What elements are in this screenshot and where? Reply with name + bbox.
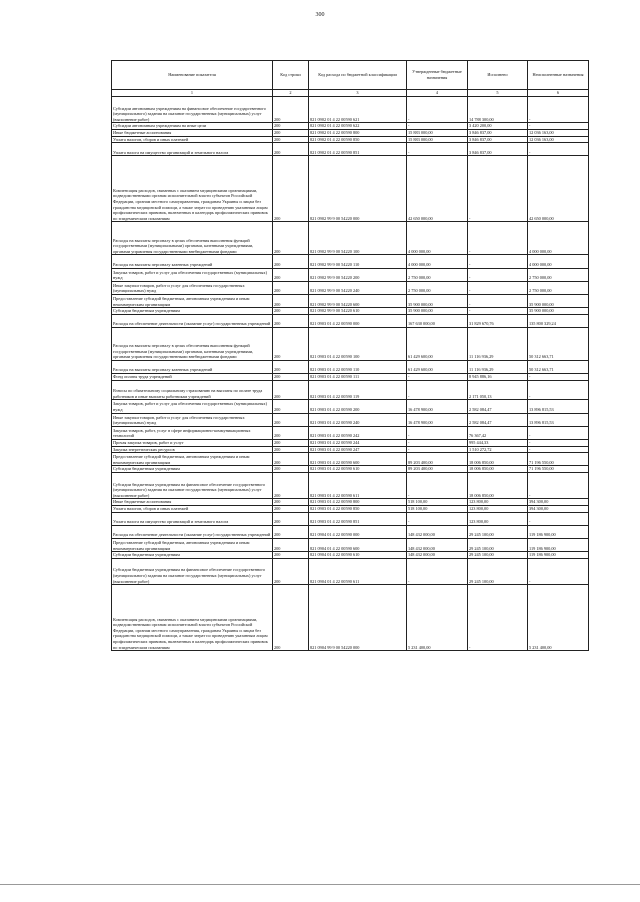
row-unexecuted-cell: -: [528, 143, 589, 156]
row-line-code-cell: 200: [273, 255, 309, 268]
row-approved-cell: 16 478 900,00: [407, 413, 468, 426]
row-classification-code-cell: 821 0902 99 9 00 54220 100: [309, 222, 407, 255]
row-name-cell: Взносы по обязательному социальному страхованию на выплаты по оплате труда работников и иные выплаты работникам учреждений: [112, 380, 273, 400]
row-line-code-cell: 200: [273, 505, 309, 512]
row-line-code-cell: 200: [273, 314, 309, 327]
row-executed-cell: -: [468, 268, 528, 281]
row-unexecuted-cell: 13 896 815,53: [528, 400, 589, 413]
table-row: [112, 426, 589, 439]
row-line-code-cell: 200: [273, 143, 309, 156]
row-line-code-cell: 200: [273, 222, 309, 255]
row-line-code-cell: 200: [273, 426, 309, 439]
row-executed-cell: 14 788 300,00: [468, 97, 528, 123]
table-row: [112, 156, 589, 222]
row-executed-cell: 18 006 850,00: [468, 473, 528, 499]
table-row: [112, 294, 589, 307]
row-executed-cell: 1 510 272,72: [468, 446, 528, 453]
row-classification-code-cell: 821 0903 01 4 22 00590 000: [309, 314, 407, 327]
row-executed-cell: 3 846 837,00: [468, 129, 528, 136]
row-name-cell: Субсидии бюджетным учреждениям: [112, 552, 273, 559]
row-executed-cell: -: [468, 585, 528, 651]
row-executed-cell: 3 846 837,00: [468, 143, 528, 156]
row-name-cell: Иные закупки товаров, работ и услуг для обеспечения государственных (муниципальных) нужд: [112, 281, 273, 294]
row-approved-cell: 89 203 400,00: [407, 466, 468, 473]
row-line-code-cell: 200: [273, 268, 309, 281]
row-executed-cell: 29 245 100,00: [468, 538, 528, 551]
row-approved-cell: -: [407, 473, 468, 499]
table-row: [112, 446, 589, 453]
row-name-cell: Субсидии бюджетным учреждениям: [112, 466, 273, 473]
table-row: [112, 525, 589, 538]
row-name-cell: Уплата налогов, сборов и иных платежей: [112, 505, 273, 512]
row-line-code-cell: 200: [273, 440, 309, 447]
table-row: [112, 499, 589, 506]
table-row: [112, 473, 589, 499]
row-unexecuted-cell: 5 231 400,00: [528, 585, 589, 651]
row-executed-cell: 18 006 850,00: [468, 453, 528, 466]
row-executed-cell: 123 800,00: [468, 499, 528, 506]
row-line-code-cell: 200: [273, 525, 309, 538]
row-line-code-cell: 200: [273, 360, 309, 373]
column-number: 2: [273, 90, 309, 97]
row-executed-cell: 995 444,33: [468, 440, 528, 447]
row-approved-cell: 148 432 000,00: [407, 538, 468, 551]
column-header-unexecuted: Неисполненные назначения: [528, 61, 589, 90]
row-unexecuted-cell: 50 312 663,71: [528, 327, 589, 360]
row-approved-cell: 518 100,00: [407, 499, 468, 506]
row-line-code-cell: 200: [273, 129, 309, 136]
row-name-cell: Предоставление субсидий бюджетным, автономным учреждениям и иным некоммерческим организациям: [112, 453, 273, 466]
row-unexecuted-cell: -: [528, 558, 589, 584]
row-approved-cell: 61 429 600,00: [407, 327, 468, 360]
page-footer-line: [0, 884, 640, 885]
table-row: [112, 558, 589, 584]
row-name-cell: Уплата налога на имущество организаций и земельного налога: [112, 143, 273, 156]
row-executed-cell: 11 116 936,29: [468, 327, 528, 360]
table-body: [112, 97, 589, 651]
row-classification-code-cell: 821 0902 99 9 00 54220 600: [309, 294, 407, 307]
column-number: 5: [468, 90, 528, 97]
row-classification-code-cell: 821 0903 01 4 22 00590 111: [309, 374, 407, 381]
row-line-code-cell: 200: [273, 123, 309, 130]
row-unexecuted-cell: 4 000 000,00: [528, 222, 589, 255]
row-line-code-cell: 200: [273, 136, 309, 143]
row-executed-cell: 2 582 084,47: [468, 413, 528, 426]
row-unexecuted-cell: -: [528, 440, 589, 447]
row-unexecuted-cell: 119 186 900,00: [528, 525, 589, 538]
row-classification-code-cell: 821 0903 01 4 22 00590 119: [309, 380, 407, 400]
row-approved-cell: -: [407, 97, 468, 123]
row-unexecuted-cell: -: [528, 446, 589, 453]
table-row: [112, 440, 589, 447]
row-unexecuted-cell: 42 650 000,00: [528, 156, 589, 222]
row-unexecuted-cell: 135 800 329,24: [528, 314, 589, 327]
row-approved-cell: 42 650 000,00: [407, 156, 468, 222]
row-executed-cell: 8 945 886,16: [468, 374, 528, 381]
row-name-cell: Расходы на выплаты персоналу казенных учреждений: [112, 360, 273, 373]
column-header-classification-code: Код расхода по бюджетной классификации: [309, 61, 407, 90]
row-approved-cell: -: [407, 426, 468, 439]
row-name-cell: Расходы на выплаты персоналу в целях обеспечения выполнения функций государственными (муниципальными) органами, казенными учреждениями, органами управления государственными внебюджетными фондами: [112, 222, 273, 255]
row-classification-code-cell: 821 0902 99 9 00 54220 610: [309, 308, 407, 315]
row-name-cell: Предоставление субсидий бюджетным, автономным учреждениям и иным некоммерческим организациям: [112, 538, 273, 551]
table-row: [112, 505, 589, 512]
table-row: [112, 308, 589, 315]
row-name-cell: Субсидии автономным учреждениям на иные цели: [112, 123, 273, 130]
row-line-code-cell: 200: [273, 466, 309, 473]
row-classification-code-cell: 821 0902 01 4 22 00590 621: [309, 97, 407, 123]
row-executed-cell: 29 245 100,00: [468, 558, 528, 584]
row-executed-cell: 2 582 084,47: [468, 400, 528, 413]
row-unexecuted-cell: 50 312 663,71: [528, 360, 589, 373]
table-header-row: [112, 61, 589, 90]
row-name-cell: Уплата налогов, сборов и иных платежей: [112, 136, 273, 143]
row-executed-cell: 11 116 936,29: [468, 360, 528, 373]
row-name-cell: Субсидии бюджетным учреждениям на финансовое обеспечение государственного (муниципального) задания на оказание государственных (муниципальных) услуг (выполнение работ): [112, 558, 273, 584]
row-approved-cell: 167 630 000,00: [407, 314, 468, 327]
table-row: [112, 136, 589, 143]
table-row: [112, 538, 589, 551]
row-name-cell: Расходы на обеспечение деятельности (оказание услуг) государственных учреждений: [112, 525, 273, 538]
row-classification-code-cell: 821 0903 01 4 22 00590 242: [309, 426, 407, 439]
table-row: [112, 123, 589, 130]
row-line-code-cell: 200: [273, 512, 309, 525]
row-name-cell: Расходы на обеспечение деятельности (оказание услуг) государственных учреждений: [112, 314, 273, 327]
row-name-cell: Расходы на выплаты персоналу в целях обеспечения выполнения функций государственными (муниципальными) органами, казенными учреждениями, органами управления государственными внебюджетными фондами: [112, 327, 273, 360]
row-line-code-cell: 200: [273, 97, 309, 123]
row-unexecuted-cell: 13 896 815,53: [528, 413, 589, 426]
table-row: [112, 585, 589, 651]
table-row: [112, 327, 589, 360]
row-line-code-cell: 200: [273, 308, 309, 315]
row-classification-code-cell: 821 0902 01 4 22 00590 622: [309, 123, 407, 130]
row-name-cell: Закупка товаров, работ и услуг для обеспечения государственных (муниципальных) нужд: [112, 268, 273, 281]
row-unexecuted-cell: -: [528, 123, 589, 130]
row-approved-cell: 2 750 000,00: [407, 268, 468, 281]
row-line-code-cell: 200: [273, 538, 309, 551]
row-unexecuted-cell: 2 750 000,00: [528, 281, 589, 294]
row-classification-code-cell: 821 0902 99 9 00 54220 240: [309, 281, 407, 294]
row-executed-cell: 29 245 100,00: [468, 552, 528, 559]
row-approved-cell: 518 100,00: [407, 505, 468, 512]
row-line-code-cell: 200: [273, 400, 309, 413]
row-classification-code-cell: 821 0904 99 9 00 54220 000: [309, 585, 407, 651]
row-approved-cell: 5 231 400,00: [407, 585, 468, 651]
row-line-code-cell: 200: [273, 473, 309, 499]
row-approved-cell: 148 432 000,00: [407, 552, 468, 559]
row-unexecuted-cell: 35 900 000,00: [528, 294, 589, 307]
row-classification-code-cell: 821 0903 01 4 22 00590 240: [309, 413, 407, 426]
table-row: [112, 255, 589, 268]
table-row: [112, 268, 589, 281]
row-executed-cell: -: [468, 308, 528, 315]
row-approved-cell: -: [407, 143, 468, 156]
row-unexecuted-cell: -: [528, 512, 589, 525]
row-classification-code-cell: 821 0904 01 4 22 00590 611: [309, 558, 407, 584]
row-classification-code-cell: 821 0903 01 4 22 00590 850: [309, 505, 407, 512]
row-approved-cell: -: [407, 558, 468, 584]
row-unexecuted-cell: 71 196 550,00: [528, 466, 589, 473]
row-unexecuted-cell: 35 900 000,00: [528, 308, 589, 315]
row-executed-cell: -: [468, 255, 528, 268]
row-name-cell: Субсидии автономным учреждениям на финансовое обеспечение государственного (муниципального) задания на оказание государственных (муниципальных) услуг (выполнение работ): [112, 97, 273, 123]
row-executed-cell: 31 829 670,76: [468, 314, 528, 327]
row-classification-code-cell: 821 0904 01 4 22 00590 000: [309, 525, 407, 538]
table-row: [112, 400, 589, 413]
row-approved-cell: -: [407, 380, 468, 400]
row-unexecuted-cell: 394 300,00: [528, 499, 589, 506]
table-row: [112, 360, 589, 373]
budget-execution-table: [111, 60, 589, 651]
row-executed-cell: -: [468, 281, 528, 294]
row-approved-cell: 89 203 400,00: [407, 453, 468, 466]
row-name-cell: Расходы на выплаты персоналу казенных учреждений: [112, 255, 273, 268]
row-classification-code-cell: 821 0902 99 9 00 54220 110: [309, 255, 407, 268]
row-line-code-cell: 200: [273, 294, 309, 307]
row-classification-code-cell: 821 0904 01 4 22 00590 610: [309, 552, 407, 559]
row-classification-code-cell: 821 0904 01 4 22 00590 600: [309, 538, 407, 551]
row-classification-code-cell: 821 0903 01 4 22 00590 610: [309, 466, 407, 473]
row-unexecuted-cell: -: [528, 374, 589, 381]
row-unexecuted-cell: 119 186 900,00: [528, 552, 589, 559]
row-executed-cell: 3 420 200,00: [468, 123, 528, 130]
row-unexecuted-cell: 12 036 163,00: [528, 136, 589, 143]
row-unexecuted-cell: -: [528, 97, 589, 123]
column-number: 1: [112, 90, 273, 97]
row-line-code-cell: 200: [273, 281, 309, 294]
row-classification-code-cell: 821 0902 01 4 22 00590 851: [309, 143, 407, 156]
row-name-cell: Закупка товаров, работ и услуг для обеспечения государственных (муниципальных) нужд: [112, 400, 273, 413]
table-row: [112, 413, 589, 426]
row-approved-cell: -: [407, 123, 468, 130]
column-header-approved: Утвержденные бюджетные назначения: [407, 61, 468, 90]
row-approved-cell: 16 478 900,00: [407, 400, 468, 413]
row-name-cell: Компенсация расходов, связанных с оказанием медицинскими организациями, подведомственными органам исполнительной власти субъектов Российской Федерации, органам местного самоуправления, гражданам Украины и лицам без гражданства медицинской помощи, а также затрат по проведению указанным лицам профилактических прививок, включенных в календарь профилактических прививок по эпидемическим показаниям: [112, 585, 273, 651]
row-unexecuted-cell: -: [528, 426, 589, 439]
row-executed-cell: 76 367,42: [468, 426, 528, 439]
column-header-line-code: Код строки: [273, 61, 309, 90]
row-classification-code-cell: 821 0903 01 4 22 00590 800: [309, 499, 407, 506]
table-row: [112, 281, 589, 294]
column-number-row: [112, 90, 589, 97]
row-unexecuted-cell: 2 750 000,00: [528, 268, 589, 281]
row-line-code-cell: 200: [273, 552, 309, 559]
row-line-code-cell: 200: [273, 453, 309, 466]
row-approved-cell: 35 900 000,00: [407, 294, 468, 307]
table-row: [112, 512, 589, 525]
table-row: [112, 97, 589, 123]
row-approved-cell: 4 000 000,00: [407, 255, 468, 268]
row-line-code-cell: 200: [273, 499, 309, 506]
row-line-code-cell: 200: [273, 446, 309, 453]
row-classification-code-cell: 821 0903 01 4 22 00590 851: [309, 512, 407, 525]
row-classification-code-cell: 821 0902 99 9 00 54220 200: [309, 268, 407, 281]
row-line-code-cell: 200: [273, 585, 309, 651]
row-executed-cell: 2 171 050,13: [468, 380, 528, 400]
table-row: [112, 453, 589, 466]
row-executed-cell: 3 846 837,00: [468, 136, 528, 143]
row-approved-cell: 15 883 000,00: [407, 136, 468, 143]
row-classification-code-cell: 821 0902 99 9 00 54220 000: [309, 156, 407, 222]
row-name-cell: Иные закупки товаров, работ и услуг для обеспечения государственных (муниципальных) нужд: [112, 413, 273, 426]
row-name-cell: Иные бюджетные ассигнования: [112, 499, 273, 506]
table-row: [112, 314, 589, 327]
column-number: 6: [528, 90, 589, 97]
row-approved-cell: 35 900 000,00: [407, 308, 468, 315]
table-row: [112, 552, 589, 559]
column-header-executed: Исполнено: [468, 61, 528, 90]
row-approved-cell: -: [407, 440, 468, 447]
row-approved-cell: 15 883 000,00: [407, 129, 468, 136]
row-line-code-cell: 200: [273, 374, 309, 381]
row-name-cell: Фонд оплаты труда учреждений: [112, 374, 273, 381]
row-executed-cell: 123 800,00: [468, 512, 528, 525]
table-row: [112, 380, 589, 400]
table-row: [112, 129, 589, 136]
row-name-cell: Прочая закупка товаров, работ и услуг: [112, 440, 273, 447]
row-name-cell: Закупка товаров, работ, услуг в сфере информационно-коммуникационных технологий: [112, 426, 273, 439]
row-approved-cell: 4 000 000,00: [407, 222, 468, 255]
column-header-name: Наименование показателя: [112, 61, 273, 90]
row-unexecuted-cell: 394 300,00: [528, 505, 589, 512]
row-classification-code-cell: 821 0903 01 4 22 00590 110: [309, 360, 407, 373]
row-unexecuted-cell: -: [528, 473, 589, 499]
row-name-cell: Субсидии бюджетным учреждениям на финансовое обеспечение государственного (муниципального) задания на оказание государственных (муниципальных) услуг (выполнение работ): [112, 473, 273, 499]
row-name-cell: Предоставление субсидий бюджетным, автономным учреждениям и иным некоммерческим организациям: [112, 294, 273, 307]
row-classification-code-cell: 821 0903 01 4 22 00590 247: [309, 446, 407, 453]
row-unexecuted-cell: 12 036 163,00: [528, 129, 589, 136]
row-executed-cell: -: [468, 156, 528, 222]
row-executed-cell: -: [468, 222, 528, 255]
row-line-code-cell: 200: [273, 413, 309, 426]
row-unexecuted-cell: -: [528, 380, 589, 400]
page-number: 300: [315, 12, 325, 18]
row-executed-cell: 123 800,00: [468, 505, 528, 512]
row-line-code-cell: 200: [273, 156, 309, 222]
row-name-cell: Закупка энергетических ресурсов: [112, 446, 273, 453]
row-executed-cell: 29 245 100,00: [468, 525, 528, 538]
row-line-code-cell: 200: [273, 380, 309, 400]
column-number: 4: [407, 90, 468, 97]
row-classification-code-cell: 821 0902 01 4 22 00590 850: [309, 136, 407, 143]
row-name-cell: Компенсация расходов, связанных с оказанием медицинскими организациями, подведомственными органам исполнительной власти субъектов Российской Федерации, органам местного самоуправления, гражданам Украины и лицам без гражданства медицинской помощи, а также затрат по проведению указанным лицам профилактических прививок, включенных в календарь профилактических прививок по эпидемическим показаниям: [112, 156, 273, 222]
row-name-cell: Иные бюджетные ассигнования: [112, 129, 273, 136]
row-classification-code-cell: 821 0903 01 4 22 00590 611: [309, 473, 407, 499]
row-line-code-cell: 200: [273, 558, 309, 584]
row-approved-cell: -: [407, 446, 468, 453]
row-classification-code-cell: 821 0903 01 4 22 00590 244: [309, 440, 407, 447]
row-unexecuted-cell: 119 186 900,00: [528, 538, 589, 551]
row-approved-cell: 148 432 000,00: [407, 525, 468, 538]
row-approved-cell: 61 429 600,00: [407, 360, 468, 373]
table-row: [112, 143, 589, 156]
row-classification-code-cell: 821 0902 01 4 22 00590 800: [309, 129, 407, 136]
row-approved-cell: -: [407, 512, 468, 525]
row-approved-cell: 2 750 000,00: [407, 281, 468, 294]
table-row: [112, 374, 589, 381]
row-line-code-cell: 200: [273, 327, 309, 360]
row-approved-cell: -: [407, 374, 468, 381]
row-name-cell: Субсидии бюджетным учреждениям: [112, 308, 273, 315]
row-executed-cell: -: [468, 294, 528, 307]
row-name-cell: Уплата налога на имущество организаций и земельного налога: [112, 512, 273, 525]
table-row: [112, 222, 589, 255]
row-classification-code-cell: 821 0903 01 4 22 00590 600: [309, 453, 407, 466]
row-unexecuted-cell: 4 000 000,00: [528, 255, 589, 268]
column-number: 3: [309, 90, 407, 97]
row-executed-cell: 18 006 850,00: [468, 466, 528, 473]
row-classification-code-cell: 821 0903 01 4 22 00590 100: [309, 327, 407, 360]
row-unexecuted-cell: 71 196 550,00: [528, 453, 589, 466]
table-row: [112, 466, 589, 473]
row-classification-code-cell: 821 0903 01 4 22 00590 200: [309, 400, 407, 413]
